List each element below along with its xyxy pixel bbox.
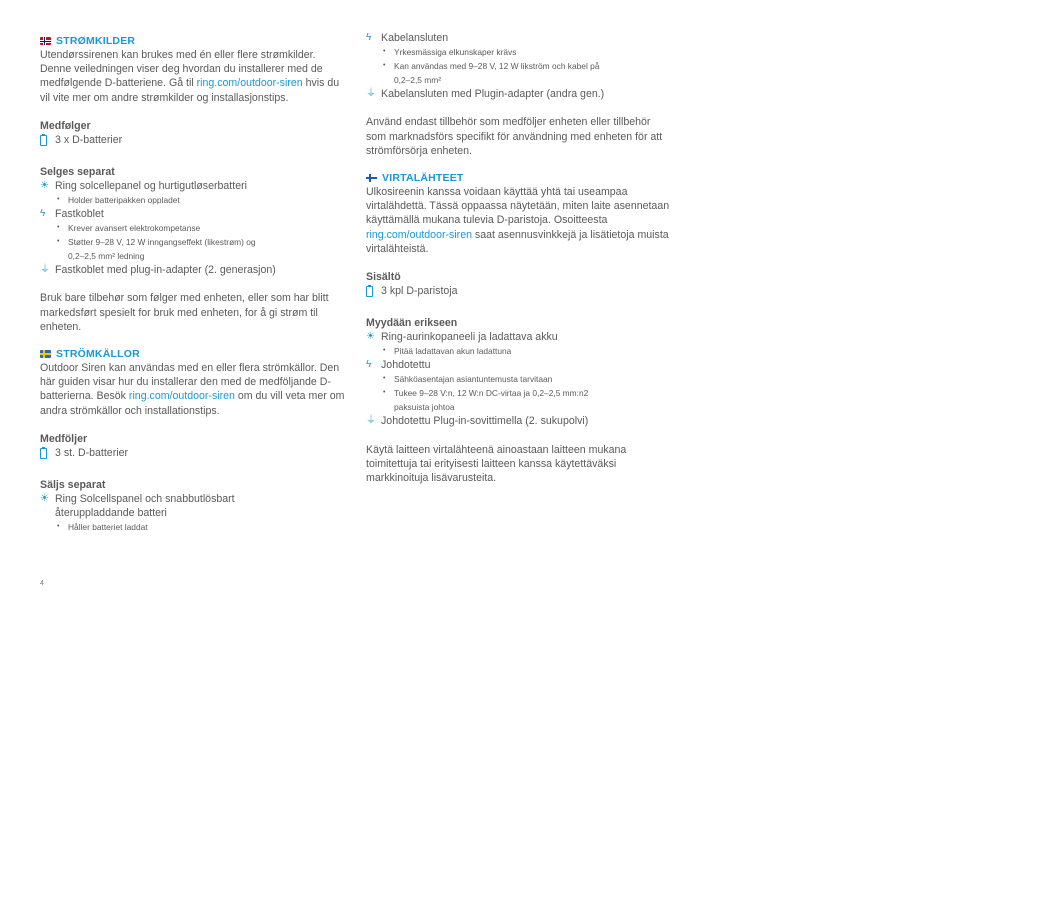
bolt-icon: ϟ bbox=[366, 359, 372, 371]
list-item: • Håller batteriet laddat bbox=[68, 520, 345, 534]
plug-icon: ⏚ bbox=[366, 415, 376, 427]
plug-icon: ⏚ bbox=[366, 88, 376, 100]
intro-paragraph-swedish: Outdoor Siren kan användas med en eller flera strömkällor. Den här guiden visar hur du installerar den med de medföljande D-batterierna. Besök ring.com/outdoor-siren om du vill veta mer om andra strömkällor och installationstips. bbox=[40, 362, 345, 417]
solar-item: ☀ Ring-aurinkopaneeli ja ladattava akku bbox=[366, 331, 558, 344]
sold-separately-heading: Säljs separat bbox=[40, 478, 106, 491]
list-item: • Kan användas med 9–28 V, 12 W likström och kabel på 0,2–2,5 mm² bbox=[394, 59, 671, 87]
intro-paragraph-finnish: Ulkosireenin kanssa voidaan käyttää yhtä tai useampaa virtalähdettä. Tässä oppaassa näytetään, miten laite asennetaan käyttämällä mukana tulevia D-paristoja. Osoitteesta ring.com/outdoor-siren saat asennusvinkkejä ja lisätietoja muista virtalähteistä. bbox=[366, 186, 670, 255]
list-item: • Støtter 9–28 V, 12 W inngangseffekt (likestrøm) og 0,2–2,5 mm² ledning bbox=[68, 235, 345, 263]
note-norwegian: Bruk bare tilbehør som følger med enheten, eller som har blitt markedsført spesielt for bruk med enheten, for å gi strøm til enheten. bbox=[40, 292, 329, 333]
cable-item: ϟ Kabelansluten bbox=[366, 32, 449, 44]
solar-item: ☀ Ring Solcellspanel och snabbutlösbart återuppladdande batteri bbox=[40, 492, 235, 520]
outdoor-siren-link[interactable]: ring.com/outdoor-siren bbox=[196, 77, 303, 90]
finland-flag-icon bbox=[366, 174, 377, 182]
note-swedish: Använd endast tillbehör som medföljer enheten eller tillbehör som marknadsförs specifikt för användning med enheten för att strömförsörja enheten. bbox=[366, 116, 663, 157]
right-column bbox=[366, 31, 671, 485]
norway-flag-icon bbox=[40, 37, 51, 45]
sold-separately-heading: Myydään erikseen bbox=[366, 317, 458, 330]
hardwired-item: ϟ Fastkoblet bbox=[40, 208, 104, 221]
outdoor-siren-link[interactable]: ring.com/outdoor-siren bbox=[366, 228, 472, 241]
plugin-item: ⏚ Fastkoblet med plug-in-adapter (2. generasjon) bbox=[40, 264, 276, 277]
note-finnish: Käytä laitteen virtalähteenä ainoastaan laitteen mukana toimitettuja tai erityisesti laitteen kanssa käytettäväksi markkinoituja lisävarusteita. bbox=[366, 443, 627, 485]
sun-icon: ☀ bbox=[366, 331, 375, 343]
battery-icon bbox=[40, 446, 55, 464]
sun-icon: ☀ bbox=[40, 179, 49, 191]
solar-bullets bbox=[366, 344, 671, 358]
list-item: • Sähköasentajan asiantuntemusta tarvitaan bbox=[394, 372, 671, 386]
included-item: 3 x D-batterier bbox=[40, 133, 345, 151]
section-title-swedish: STRÖMKÄLLOR bbox=[40, 347, 345, 361]
list-item: • Holder batteripakken oppladet bbox=[68, 193, 345, 207]
plugin-item: ⏚ Kabelansluten med Plugin-adapter (andra gen.) bbox=[366, 88, 605, 101]
left-column bbox=[40, 31, 345, 534]
included-heading: Medfølger bbox=[40, 119, 91, 132]
included-heading: Sisältö bbox=[366, 271, 401, 284]
sun-icon: ☀ bbox=[40, 492, 49, 504]
cable-bullets bbox=[366, 45, 671, 87]
list-item: • Pitää ladattavan akun ladattuna bbox=[394, 344, 671, 358]
included-item: 3 kpl D-paristoja bbox=[366, 284, 671, 302]
hardwired-bullets bbox=[40, 221, 345, 263]
sweden-flag-icon bbox=[40, 350, 51, 358]
hardwired-bullets bbox=[366, 372, 671, 414]
list-item: • Tukee 9–28 V:n, 12 W:n DC-virtaa ja 0,2–2,5 mm:n2 paksuista johtoa bbox=[394, 386, 671, 414]
section-title-norwegian: STRØMKILDER bbox=[40, 34, 345, 48]
list-item: • Krever avansert elektrokompetanse bbox=[68, 221, 345, 235]
section-title-finnish: VIRTALÄHTEET bbox=[366, 171, 671, 185]
page-number: 4 bbox=[40, 580, 44, 587]
outdoor-siren-link[interactable]: ring.com/outdoor-siren bbox=[128, 390, 235, 403]
bolt-icon: ϟ bbox=[366, 32, 372, 43]
included-heading: Medföljer bbox=[40, 432, 88, 445]
hardwired-item: ϟ Johdotettu bbox=[366, 359, 431, 372]
bolt-icon: ϟ bbox=[40, 208, 46, 220]
included-item: 3 st. D-batterier bbox=[40, 446, 345, 464]
plugin-item: ⏚ Johdotettu Plug-in-sovittimella (2. sukupolvi) bbox=[366, 415, 589, 428]
battery-icon bbox=[40, 133, 55, 151]
list-item: • Yrkesmässiga elkunskaper krävs bbox=[394, 45, 671, 59]
solar-item: ☀ Ring solcellepanel og hurtigutløserbatteri bbox=[40, 179, 247, 192]
battery-icon bbox=[366, 284, 381, 302]
sold-separately-heading: Selges separat bbox=[40, 165, 115, 178]
intro-paragraph-norwegian: Utendørssirenen kan brukes med én eller flere strømkilder. Denne veiledningen viser deg hvordan du installerer med de medfølgende D-batteriene. Gå til ring.com/outdoor-siren hvis du vil vite mer om andre strømkilder og installasjonstips. bbox=[40, 49, 340, 104]
solar-bullets bbox=[40, 193, 345, 207]
solar-bullets bbox=[40, 520, 345, 534]
plug-icon: ⏚ bbox=[40, 264, 50, 276]
